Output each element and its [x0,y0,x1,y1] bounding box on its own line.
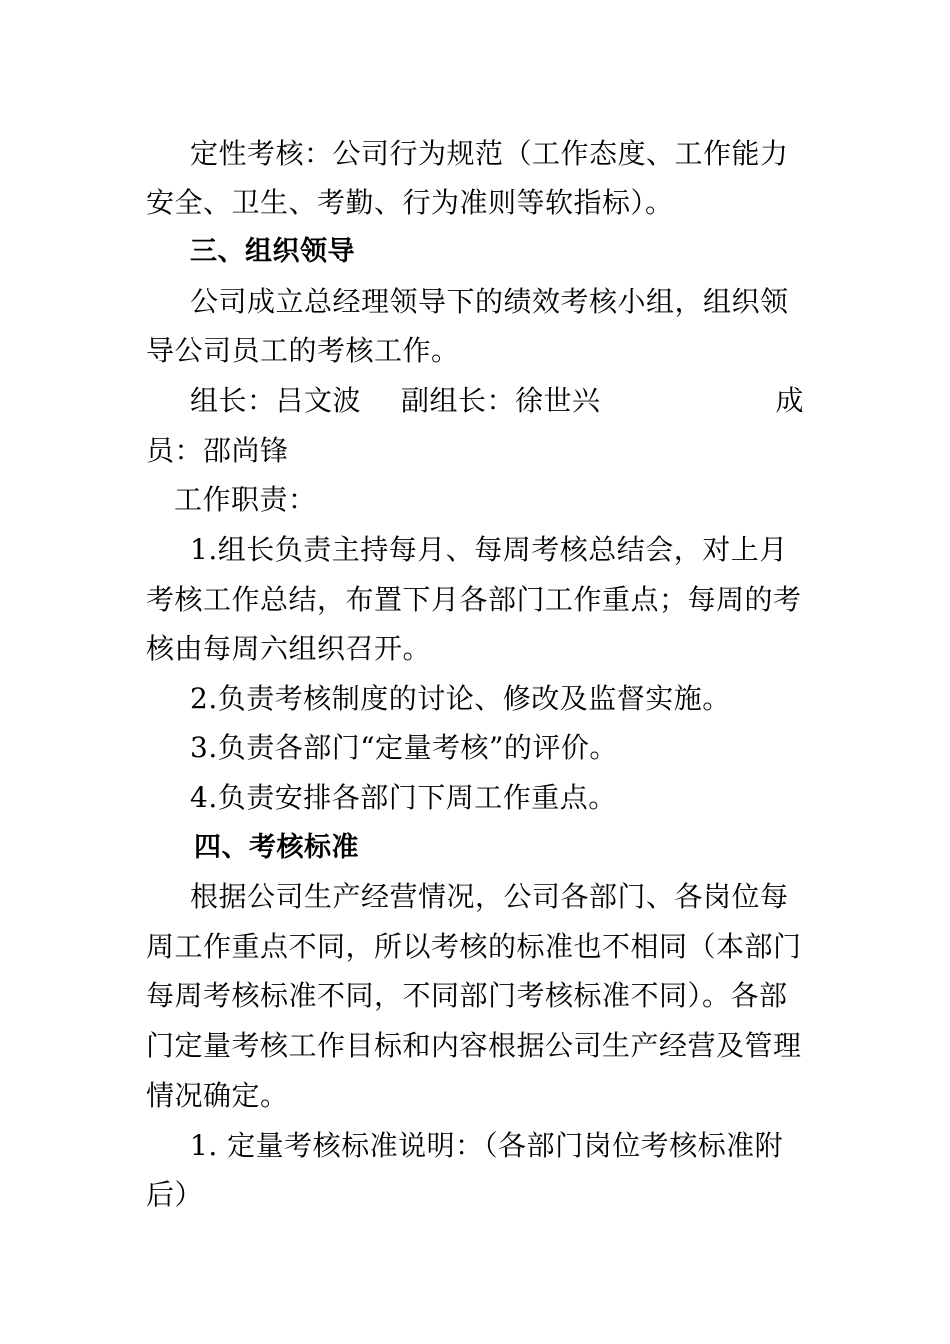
team-members: 员：邵尚锋 [146,434,289,467]
team-members-label: 成 [775,384,804,417]
team-members-row [190,381,804,421]
section-heading-standards: 四、考核标准 [194,832,359,863]
paragraph-line: 门定量考核工作目标和内容根据公司生产经营及管理 [146,1029,802,1062]
duty-item-4: 4.负责安排各部门下周工作重点。 [190,781,617,814]
duties-title: 工作职责： [174,483,317,516]
team-leader: 组长：吕文波 [190,384,362,417]
paragraph-line: 情况确定。 [146,1079,289,1112]
paragraph-line: 周工作重点不同，所以考核的标准也不相同（本部门 [146,930,802,963]
duty-item-3: 3.负责各部门“定量考核”的评价。 [190,731,618,764]
section-heading-organization: 三、组织领导 [190,236,355,267]
paragraph-line: 定性考核：公司行为规范（工作态度、工作能力 [190,137,789,170]
paragraph-line: 公司成立总经理领导下的绩效考核小组，组织领 [190,285,789,318]
standard-item-1-cont: 后） [146,1178,204,1211]
team-deputy: 副组长：徐世兴 [401,384,601,417]
paragraph-line: 每周考核标准不同，不同部门考核标准不同）。各部 [146,979,788,1012]
duty-item-1-cont: 核由每周六组织召开。 [146,632,432,665]
duty-item-2: 2.负责考核制度的讨论、修改及监督实施。 [190,682,731,715]
duty-item-1: 1.组长负责主持每月、每周考核总结会，对上月 [190,533,788,566]
duty-item-1-cont: 考核工作总结，布置下月各部门工作重点；每周的考 [146,583,802,616]
standard-item-1: 1. 定量考核标准说明：（各部门岗位考核标准附 [190,1129,784,1162]
paragraph-line: 安全、卫生、考勤、行为准则等软指标）。 [146,186,674,219]
paragraph-line: 导公司员工的考核工作。 [146,334,460,367]
paragraph-line: 根据公司生产经营情况，公司各部门、各岗位每 [190,880,789,913]
